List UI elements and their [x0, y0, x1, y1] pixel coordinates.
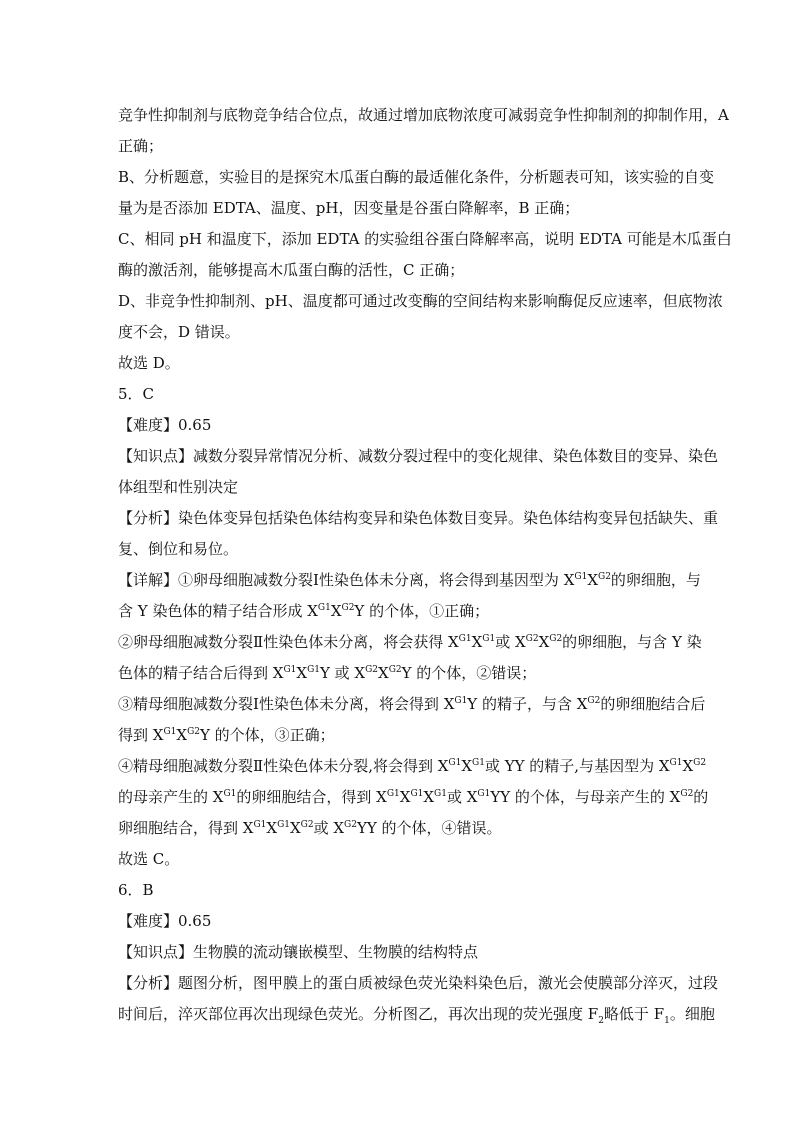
text-line: ③精母细胞减数分裂Ⅰ性染色体未分离，将会得到 $X^{G1}Y$ 的精子，与含 $X^{G2}$的卵细胞结合后	[118, 695, 706, 713]
text-line: 正确；	[118, 137, 164, 155]
text-line: 的母亲产生的 $X^{G1}$的卵细胞结合，得到 $X^{G1}X^{G1}X^{G1}$或 $X^{G1}YY$ 的个体，与母亲产生的 $X^{G2}$的	[118, 788, 709, 806]
text-line: D、非竞争性抑制剂、pH、温度都可通过改变酶的空间结构来影响酶促反应速率，但底物浓	[118, 292, 723, 310]
text-line: 度不会，D 错误。	[118, 323, 240, 341]
text-line: B、分析题意，实验目的是探究木瓜蛋白酶的最适催化条件，分析题表可知，该实验的自变	[118, 168, 715, 186]
text-line: C、相同 pH 和温度下，添加 EDTA 的实验组谷蛋白降解率高，说明 EDTA 可能是木瓜蛋白	[118, 230, 732, 248]
text-line: 故选 D。	[118, 354, 180, 372]
text-line: 卵细胞结合，得到 $X^{G1}X^{G1}X^{G2}$或 $X^{G2}YY$ 的个体，④错误。	[118, 819, 502, 837]
difficulty-line: 【难度】0.65	[118, 912, 212, 930]
text-line: 时间后，淬灭部位再次出现绿色荧光。分析图乙，再次出现的荧光强度 $F_2$略低于 $F_1$。细胞	[118, 1005, 715, 1026]
text-line: 得到 $X^{G1}X^{G2}Y$ 的个体，③正确；	[118, 726, 335, 744]
question-number: 5．C	[118, 385, 155, 403]
text-line: 酶的激活剂，能够提高木瓜蛋白酶的活性，C 正确；	[118, 261, 465, 279]
text-line: 色体的精子结合后得到 $X^{G1}X^{G1}Y$ 或 $X^{G2}X^{G2}Y$ 的个体，②错误；	[118, 664, 537, 682]
difficulty-line: 【难度】0.65	[118, 416, 212, 434]
explanation-line: 【详解】①卵母细胞减数分裂Ⅰ性染色体未分离，将会得到基因型为 $X^{G1}X^{G2}$的卵细胞，与	[118, 571, 701, 589]
document-body	[118, 100, 732, 1030]
text-line: 含 Y 染色体的精子结合形成 $X^{G1}X^{G2}Y$ 的个体，①正确；	[118, 602, 490, 620]
analysis-line: 【分析】题图分析，图甲膜上的蛋白质被绿色荧光染料染色后，激光会使膜部分淬灭，过段	[118, 974, 719, 992]
text-line: ②卵母细胞减数分裂Ⅱ性染色体未分离，将会获得 $X^{G1}X^{G1}$或 $X^{G2}X^{G2}$的卵细胞，与含 Y 染	[118, 633, 702, 651]
knowledge-point-line: 【知识点】生物膜的流动镶嵌模型、生物膜的结构特点	[118, 943, 479, 961]
question-number: 6．B	[118, 881, 154, 899]
text-line: 竞争性抑制剂与底物竞争结合位点，故通过增加底物浓度可减弱竞争性抑制剂的抑制作用，A	[118, 106, 729, 124]
text-line: 量为是否添加 EDTA、温度、pH，因变量是谷蛋白降解率，B 正确；	[118, 199, 580, 217]
knowledge-point-line: 【知识点】减数分裂异常情况分析、减数分裂过程中的变化规律、染色体数目的变异、染色	[118, 447, 719, 465]
analysis-line: 【分析】染色体变异包括染色体结构变异和染色体数目变异。染色体结构变异包括缺失、重	[118, 509, 719, 527]
text-line: 故选 C。	[118, 850, 180, 868]
text-line: 复、倒位和易位。	[118, 540, 239, 558]
text-line: ④精母细胞减数分裂Ⅱ性染色体未分裂,将会得到 $X^{G1}X^{G1}$或 YY 的精子,与基因型为 $X^{G1}X^{G2}$	[118, 757, 707, 775]
text-line: 体组型和性别决定	[118, 478, 239, 496]
